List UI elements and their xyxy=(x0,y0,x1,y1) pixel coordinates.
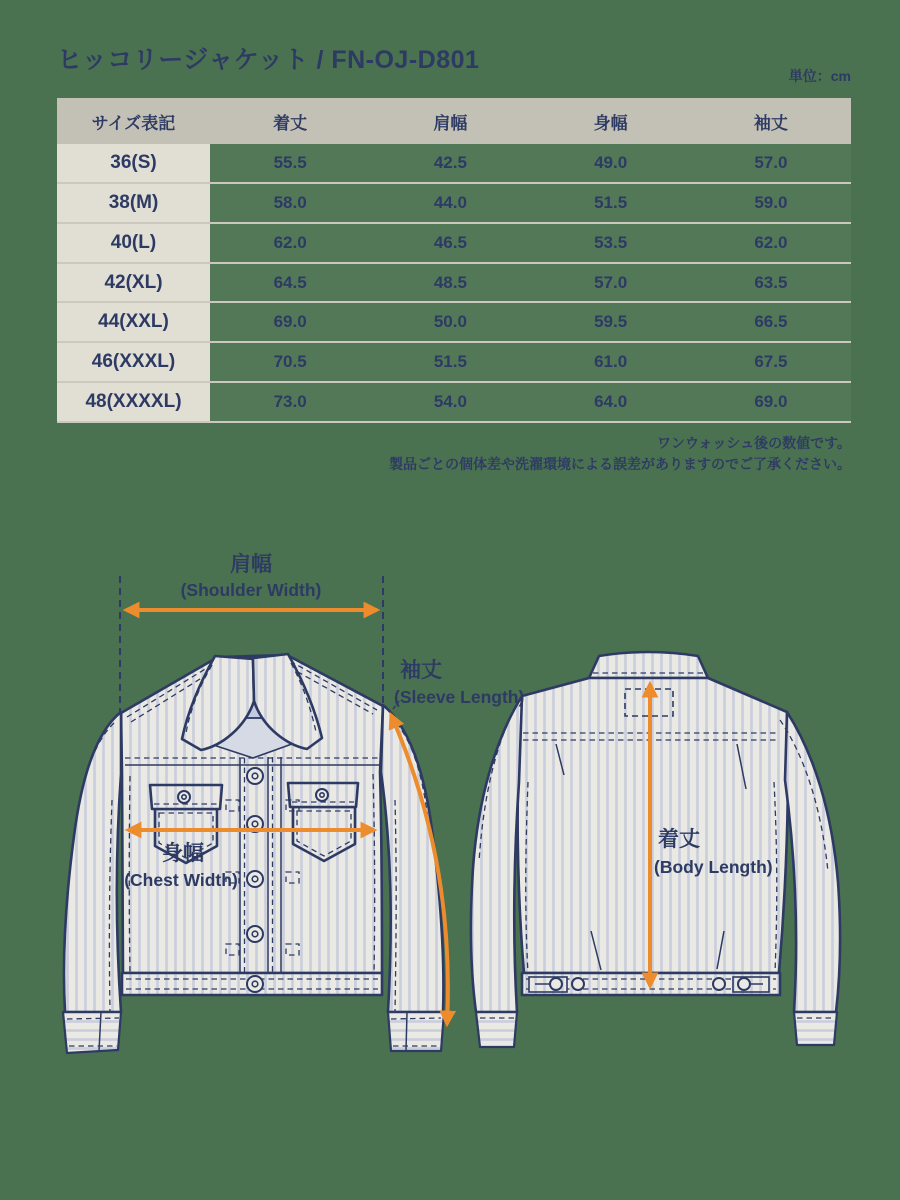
sleeve-length-label-jp: 袖丈 xyxy=(400,659,442,682)
value-sleeve-length: 69.0 xyxy=(754,392,788,412)
table-body xyxy=(57,144,851,423)
col-header-size: サイズ表記 xyxy=(91,113,176,133)
body-length-label-jp: 着丈 xyxy=(658,828,700,851)
jacket-front-illustration xyxy=(63,654,444,1053)
size-label: 36(S) xyxy=(57,144,210,182)
value-chest-width: 51.5 xyxy=(594,192,628,212)
back-left-sleeve xyxy=(471,696,522,1012)
size-label: 40(L) xyxy=(57,224,210,262)
sleeve-length-label-en: (Sleeve Length) xyxy=(394,687,525,707)
value-body-length: 62.0 xyxy=(273,232,307,252)
value-shoulder-width: 42.5 xyxy=(433,152,467,172)
value-chest-width: 59.5 xyxy=(594,312,628,332)
value-shoulder-width: 48.5 xyxy=(433,272,467,292)
value-chest-width: 61.0 xyxy=(594,352,628,372)
col-header-chest-width: 身幅 xyxy=(593,113,628,133)
chest-width-label-en: (Chest Width) xyxy=(124,870,238,890)
back-right-sleeve xyxy=(785,712,840,1012)
value-shoulder-width: 44.0 xyxy=(433,192,467,212)
back-body xyxy=(518,678,788,973)
value-shoulder-width: 50.0 xyxy=(433,312,467,332)
jacket-back-illustration xyxy=(471,652,840,1047)
value-sleeve-length: 57.0 xyxy=(754,152,788,172)
value-chest-width: 49.0 xyxy=(594,152,628,172)
col-header-sleeve-length: 袖丈 xyxy=(753,113,788,133)
back-left-cuff xyxy=(476,1012,517,1047)
shoulder-width-label-en: (Shoulder Width) xyxy=(180,580,322,600)
value-shoulder-width: 54.0 xyxy=(433,392,467,412)
value-chest-width: 64.0 xyxy=(594,392,628,412)
table-row xyxy=(57,343,851,383)
back-right-cuff xyxy=(794,1012,837,1045)
footnotes xyxy=(389,433,851,475)
value-body-length: 55.5 xyxy=(273,152,307,172)
table-row xyxy=(57,224,851,264)
front-left-cuff xyxy=(63,1012,121,1053)
table-header-row xyxy=(57,98,851,144)
unit-label: 単位：cm xyxy=(788,68,851,84)
table-row xyxy=(57,264,851,304)
page-title: ヒッコリージャケット / FN-OJ-D801 xyxy=(57,46,480,74)
size-label: 46(XXXL) xyxy=(57,343,210,381)
value-shoulder-width: 46.5 xyxy=(433,232,467,252)
value-body-length: 73.0 xyxy=(273,392,307,412)
value-body-length: 70.5 xyxy=(273,352,307,372)
col-header-body-length: 着丈 xyxy=(273,113,308,133)
pocket-button xyxy=(316,789,328,801)
table-row xyxy=(57,184,851,224)
value-sleeve-length: 62.0 xyxy=(754,232,788,252)
value-sleeve-length: 63.5 xyxy=(754,272,788,292)
table-row xyxy=(57,144,851,184)
table-row xyxy=(57,383,851,423)
shoulder-width-label-jp: 肩幅 xyxy=(230,553,272,576)
value-sleeve-length: 66.5 xyxy=(754,312,788,332)
value-chest-width: 57.0 xyxy=(594,272,628,292)
size-label: 38(M) xyxy=(57,184,210,222)
size-label: 42(XL) xyxy=(57,264,210,302)
value-sleeve-length: 67.5 xyxy=(754,352,788,372)
value-shoulder-width: 51.5 xyxy=(433,352,467,372)
table-row xyxy=(57,303,851,343)
chest-width-label-jp: 身幅 xyxy=(162,842,204,865)
back-collar xyxy=(589,652,708,678)
size-table xyxy=(57,98,851,423)
front-right-cuff xyxy=(388,1012,444,1051)
value-chest-width: 53.5 xyxy=(594,232,628,252)
value-sleeve-length: 59.0 xyxy=(754,192,788,212)
measurement-diagram xyxy=(0,540,900,1200)
value-body-length: 58.0 xyxy=(273,192,307,212)
pocket-button xyxy=(178,791,190,803)
footnote-line2: 製品ごとの個体差や洗濯環境による誤差がありますのでご了承ください。 xyxy=(389,456,851,472)
value-body-length: 69.0 xyxy=(273,312,307,332)
size-label: 48(XXXXL) xyxy=(57,383,210,421)
body-length-label-en: (Body Length) xyxy=(654,857,773,877)
stitch-details xyxy=(67,1012,441,1051)
value-body-length: 64.5 xyxy=(273,272,307,292)
footnote-line1: ワンウォッシュ後の数値です。 xyxy=(656,435,851,451)
col-header-shoulder-width: 肩幅 xyxy=(433,113,468,133)
size-label: 44(XXL) xyxy=(57,303,210,341)
